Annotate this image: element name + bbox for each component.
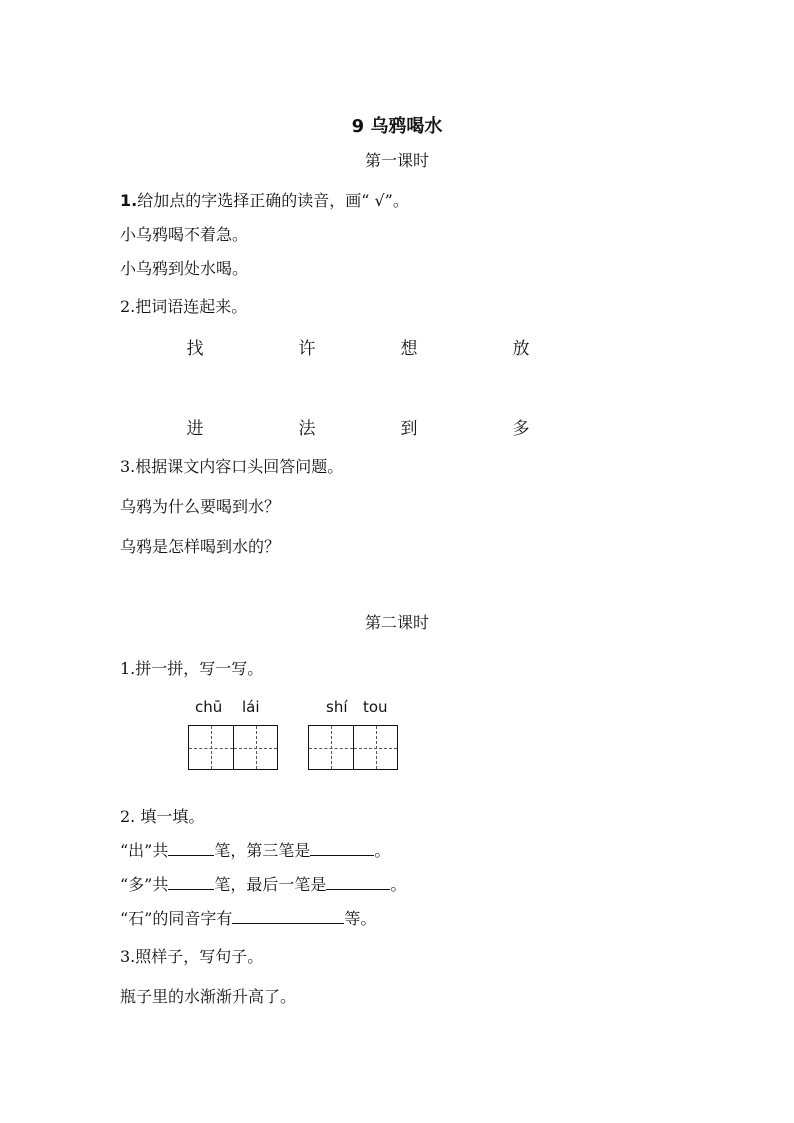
lesson-1-heading: 第一课时 — [364, 151, 429, 170]
fill-line-2 — [120, 872, 406, 895]
match-top-word[interactable]: 想 — [400, 339, 418, 359]
writing-cell[interactable] — [233, 726, 277, 769]
match-top-word[interactable]: 找 — [186, 339, 204, 359]
pinyin-syllable: tou — [363, 698, 388, 716]
fill-text: “出”共 — [120, 841, 169, 860]
l1-q3-line-1: 乌鸦为什么要喝到水？ — [120, 497, 281, 516]
writing-cell[interactable] — [309, 726, 353, 769]
match-bottom-word[interactable]: 多 — [512, 419, 530, 439]
page-title: 9 乌鸦喝水 — [351, 116, 443, 137]
l1-q1-line-1: 小乌鸦喝不着急。 — [120, 225, 249, 244]
fill-text: 。 — [390, 875, 407, 894]
fill-text: 等。 — [344, 909, 377, 928]
writing-cell[interactable] — [353, 726, 397, 769]
pinyin-syllable: lái — [242, 698, 260, 716]
fill-blank[interactable] — [168, 841, 214, 856]
fill-blank[interactable] — [326, 875, 390, 890]
l1-q1-prompt — [120, 188, 409, 211]
fill-blank[interactable] — [168, 875, 214, 890]
match-bottom-word[interactable]: 法 — [298, 419, 316, 439]
l1-q1-number: 1. — [120, 191, 138, 210]
writing-grid-1[interactable] — [188, 725, 278, 770]
l1-q2-prompt: 2.把词语连起来。 — [120, 297, 248, 316]
l2-q2-prompt: 2. 填一填。 — [120, 807, 205, 826]
match-top-word[interactable]: 许 — [298, 339, 316, 359]
l1-q1-line-2: 小乌鸦到处水喝。 — [120, 259, 249, 278]
match-bottom-word[interactable]: 进 — [186, 419, 204, 439]
writing-cell[interactable] — [189, 726, 233, 769]
fill-text: “石”的同音字有 — [120, 909, 233, 928]
fill-blank[interactable] — [310, 841, 374, 856]
writing-grid-2[interactable] — [308, 725, 398, 770]
l1-q3-prompt: 3.根据课文内容口头回答问题。 — [120, 457, 344, 476]
fill-text: “多”共 — [120, 875, 169, 894]
l2-q3-example: 瓶子里的水渐渐升高了。 — [120, 987, 297, 1006]
match-bottom-word[interactable]: 到 — [400, 419, 418, 439]
pinyin-syllable: chū — [195, 698, 223, 716]
l1-q1-text: 给加点的字选择正确的读音，画“ √”。 — [137, 191, 409, 210]
lesson-2-heading: 第二课时 — [364, 613, 429, 632]
fill-text: 。 — [374, 841, 391, 860]
fill-blank[interactable] — [232, 909, 344, 924]
fill-line-3 — [120, 906, 376, 929]
l2-q3-prompt: 3.照样子，写句子。 — [120, 947, 264, 966]
fill-text: 笔，第三笔是 — [214, 841, 311, 860]
pinyin-syllable: shí — [326, 698, 348, 716]
fill-text: 笔，最后一笔是 — [214, 875, 327, 894]
l1-q3-line-2: 乌鸦是怎样喝到水的？ — [120, 537, 281, 556]
l2-q1-prompt: 1.拼一拼，写一写。 — [120, 659, 264, 678]
fill-line-1 — [120, 838, 390, 861]
match-top-word[interactable]: 放 — [512, 339, 530, 359]
